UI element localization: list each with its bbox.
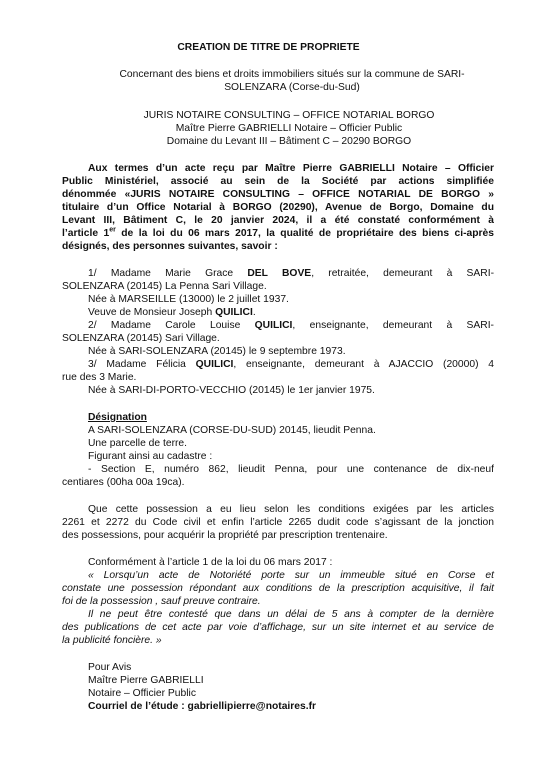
designation-heading: Désignation: [88, 412, 147, 423]
document-title: CREATION DE TITRE DE PROPRIETE: [177, 42, 360, 53]
person-3-birth: Née à SARI-DI-PORTO-VECCHIO (20145) le 1er janvier 1975.: [88, 385, 375, 396]
intro-line-1: Concernant des biens et droits immobiliers situés sur la commune de SARI-: [119, 69, 465, 80]
act-line-5: Levant III, Bâtiment C, le 20 janvier 2024, il a été constaté conformément à: [62, 215, 494, 226]
signature-notary-name: Maître Pierre GABRIELLI: [88, 675, 204, 686]
person-1-line-1: 1/ Madame Marie Grace DEL BOVE, retraitée, demeurant à SARI-: [88, 268, 495, 279]
act-line-2: Public Ministériel, associé au sein de la Société par actions simplifiée: [62, 176, 494, 187]
law-intro: Conformément à l’article 1 de la loi du 06 mars 2017 :: [88, 557, 333, 568]
person-1-widow: Veuve de Monsieur Joseph QUILICI.: [88, 307, 256, 318]
intro-line-2: SOLENZARA (Corse-du-Sud): [224, 82, 360, 93]
law-quote-2-line-1: Il ne peut être contesté que dans un délai de 5 ans à compter de la dernière: [88, 609, 494, 620]
person-2-line-2: SOLENZARA (20145) Sari Village.: [62, 333, 220, 344]
office-address: Domaine du Levant III – Bâtiment C – 20290 BORGO: [166, 136, 412, 147]
person-3-line-1: 3/ Madame Félicia QUILICI, enseignante, demeurant à AJACCIO (20000) 4: [88, 359, 494, 370]
act-line-3: dénommée «JURIS NOTAIRE CONSULTING – OFFICE NOTARIAL DE BORGO »: [62, 189, 494, 200]
person-1-birth: Née à MARSEILLE (13000) le 2 juillet 1937.: [88, 294, 289, 305]
possession-line-3: des possessions, pour acquérir la propriété par prescription trentenaire.: [62, 530, 388, 541]
person-2-birth: Née à SARI-SOLENZARA (20145) le 9 septembre 1973.: [88, 346, 346, 357]
signature-notary-title: Notaire – Officier Public: [88, 688, 196, 699]
person-3-line-2: rue des 3 Marie.: [62, 372, 137, 383]
designation-line-1: A SARI-SOLENZARA (CORSE-DU-SUD) 20145, lieudit Penna.: [88, 425, 376, 436]
law-quote-2-line-2: des publications de cet acte par voie d’affichage, sur un site internet et au service de: [62, 622, 494, 633]
signature-email: Courriel de l’étude : gabriellipierre@notaires.fr: [88, 701, 317, 712]
signature-pour-avis: Pour Avis: [88, 662, 132, 673]
designation-line-3: Figurant ainsi au cadastre :: [88, 451, 213, 462]
law-quote-2-line-3: la publicité foncière. »: [62, 635, 162, 646]
act-line-7: désignés, des personnes suivantes, savoir :: [62, 241, 278, 252]
possession-line-2: 2261 et 2272 du Code civil et enfin l’article 2265 dudit code s’agissant de la jonction: [62, 517, 494, 528]
law-quote-1-line-2: constate une possession répondant aux conditions de la prescription acquisitive, il fait: [62, 583, 494, 594]
law-quote-1-line-3: foi de la possession , sauf preuve contraire.: [62, 596, 261, 607]
office-name: JURIS NOTAIRE CONSULTING – OFFICE NOTARIAL BORGO: [143, 110, 435, 121]
designation-line-2: Une parcelle de terre.: [88, 438, 188, 449]
act-line-6: l’article 1er de la loi du 06 mars 2017, la qualité de propriétaire des biens ci-après: [62, 226, 494, 239]
act-line-4: titulaire d’un Office Notarial à BORGO (20290), Avenue de Borgo, Domaine du: [62, 202, 494, 213]
person-2-line-1: 2/ Madame Carole Louise QUILICI, enseignante, demeurant à SARI-: [88, 320, 494, 331]
act-line-1: Aux termes d’un acte reçu par Maître Pierre GABRIELLI Notaire – Officier: [88, 163, 494, 174]
person-1-line-2: SOLENZARA (20145) La Penna Sari Village.: [62, 281, 267, 292]
law-quote-1-line-1: « Lorsqu’un acte de Notoriété porte sur un immeuble situé en Corse et: [88, 570, 494, 581]
designation-line-5: centiares (00ha 00a 19ca).: [62, 477, 185, 488]
office-notary: Maître Pierre GABRIELLI Notaire – Officier Public: [175, 123, 403, 134]
possession-line-1: Que cette possession a eu lieu selon les conditions exigées par les articles: [88, 504, 494, 515]
designation-line-4: - Section E, numéro 862, lieudit Penna, pour une contenance de dix-neuf: [88, 464, 494, 475]
